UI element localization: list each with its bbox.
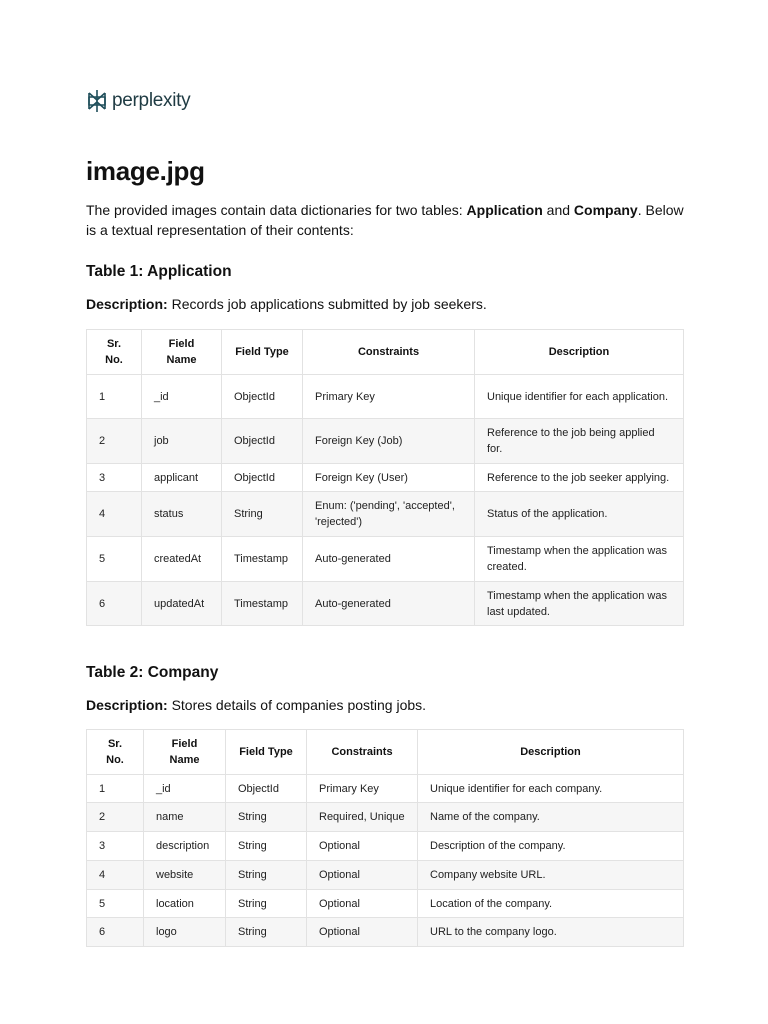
header-sr-no: Sr. No.	[87, 330, 142, 375]
perplexity-logo-icon	[86, 89, 108, 113]
table-row	[87, 419, 684, 464]
cell-field-name: description	[144, 832, 226, 861]
table-row	[87, 775, 684, 803]
table-row	[87, 803, 684, 832]
cell-field-name: website	[144, 861, 226, 890]
table-header-row	[87, 730, 684, 775]
table-row	[87, 537, 684, 582]
cell-field-type: String	[222, 492, 303, 537]
cell-sr-no: 3	[87, 464, 142, 492]
cell-constraints: Auto-generated	[303, 582, 475, 626]
cell-constraints: Optional	[307, 918, 418, 947]
header-field-type: Field Type	[222, 330, 303, 375]
cell-sr-no: 1	[87, 775, 144, 803]
cell-constraints: Optional	[307, 861, 418, 890]
header-field-name: Field Name	[144, 730, 226, 775]
header-constraints: Constraints	[303, 330, 475, 375]
table2-desc-text: Stores details of companies posting jobs.	[167, 697, 427, 713]
table-row	[87, 918, 684, 947]
cell-field-type: Timestamp	[222, 582, 303, 626]
perplexity-logo-text: perplexity	[112, 90, 191, 111]
table1-description	[86, 296, 487, 312]
table-row	[87, 375, 684, 419]
cell-field-name: name	[144, 803, 226, 832]
cell-sr-no: 4	[87, 492, 142, 537]
cell-field-name: _id	[144, 775, 226, 803]
cell-description: Location of the company.	[418, 890, 684, 918]
table-row	[87, 832, 684, 861]
cell-field-type: String	[226, 861, 307, 890]
cell-field-type: ObjectId	[226, 775, 307, 803]
cell-description: Reference to the job seeker applying.	[475, 464, 684, 492]
table1-desc-label: Description:	[86, 296, 168, 312]
table1-desc-text: Records job applications submitted by job seekers.	[167, 296, 487, 312]
cell-sr-no: 6	[87, 582, 142, 626]
header-description: Description	[475, 330, 684, 375]
cell-constraints: Primary Key	[307, 775, 418, 803]
cell-field-type: ObjectId	[222, 419, 303, 464]
cell-description: Name of the company.	[418, 803, 684, 832]
table-row	[87, 890, 684, 918]
company-table	[86, 729, 684, 947]
page-title: image.jpg	[86, 156, 205, 186]
cell-field-type: ObjectId	[222, 464, 303, 492]
cell-field-type: String	[226, 918, 307, 947]
cell-description: URL to the company logo.	[418, 918, 684, 947]
table-header-row	[87, 330, 684, 375]
intro-text: and	[542, 202, 574, 218]
table2-description	[86, 697, 426, 713]
intro-text: The provided images contain data dictionaries for two tables:	[86, 202, 467, 218]
cell-description: Description of the company.	[418, 832, 684, 861]
intro-table1-name: Application	[466, 202, 543, 218]
cell-field-name: status	[142, 492, 222, 537]
header-description: Description	[418, 730, 684, 775]
cell-sr-no: 5	[87, 890, 144, 918]
cell-description: Unique identifier for each application.	[475, 375, 684, 419]
perplexity-logo	[86, 89, 190, 113]
intro-text: . Below is a textual representation of their contents:	[86, 202, 684, 238]
cell-sr-no: 6	[87, 918, 144, 947]
cell-field-name: updatedAt	[142, 582, 222, 626]
cell-sr-no: 2	[87, 419, 142, 464]
cell-field-name: _id	[142, 375, 222, 419]
cell-field-type: String	[226, 890, 307, 918]
cell-field-type: Timestamp	[222, 537, 303, 582]
table-row	[87, 464, 684, 492]
cell-sr-no: 4	[87, 861, 144, 890]
intro-table2-name: Company	[573, 202, 638, 218]
table-row	[87, 582, 684, 626]
cell-sr-no: 1	[87, 375, 142, 419]
cell-constraints: Foreign Key (Job)	[303, 419, 475, 464]
cell-constraints: Optional	[307, 890, 418, 918]
cell-field-type: ObjectId	[222, 375, 303, 419]
cell-field-name: job	[142, 419, 222, 464]
table1-heading: Table 1: Application	[86, 263, 232, 280]
header-sr-no: Sr. No.	[87, 730, 144, 775]
cell-description: Status of the application.	[475, 492, 684, 537]
cell-field-name: createdAt	[142, 537, 222, 582]
header-field-type: Field Type	[226, 730, 307, 775]
intro-paragraph	[86, 200, 686, 240]
cell-field-name: applicant	[142, 464, 222, 492]
cell-sr-no: 2	[87, 803, 144, 832]
header-field-name: Field Name	[142, 330, 222, 375]
cell-field-name: logo	[144, 918, 226, 947]
table-row	[87, 492, 684, 537]
table-row	[87, 861, 684, 890]
cell-constraints: Optional	[307, 832, 418, 861]
cell-description: Company website URL.	[418, 861, 684, 890]
cell-constraints: Auto-generated	[303, 537, 475, 582]
cell-description: Reference to the job being applied for.	[475, 419, 684, 464]
cell-field-type: String	[226, 832, 307, 861]
cell-description: Unique identifier for each company.	[418, 775, 684, 803]
cell-sr-no: 3	[87, 832, 144, 861]
table2-heading: Table 2: Company	[86, 664, 219, 681]
table2-desc-label: Description:	[86, 697, 168, 713]
cell-field-type: String	[226, 803, 307, 832]
cell-description: Timestamp when the application was last updated.	[475, 582, 684, 626]
cell-sr-no: 5	[87, 537, 142, 582]
cell-constraints: Enum: ('pending', 'accepted', 'rejected')	[303, 492, 475, 537]
cell-description: Timestamp when the application was created.	[475, 537, 684, 582]
header-constraints: Constraints	[307, 730, 418, 775]
cell-constraints: Primary Key	[303, 375, 475, 419]
cell-constraints: Foreign Key (User)	[303, 464, 475, 492]
cell-field-name: location	[144, 890, 226, 918]
cell-constraints: Required, Unique	[307, 803, 418, 832]
application-table	[86, 329, 684, 626]
